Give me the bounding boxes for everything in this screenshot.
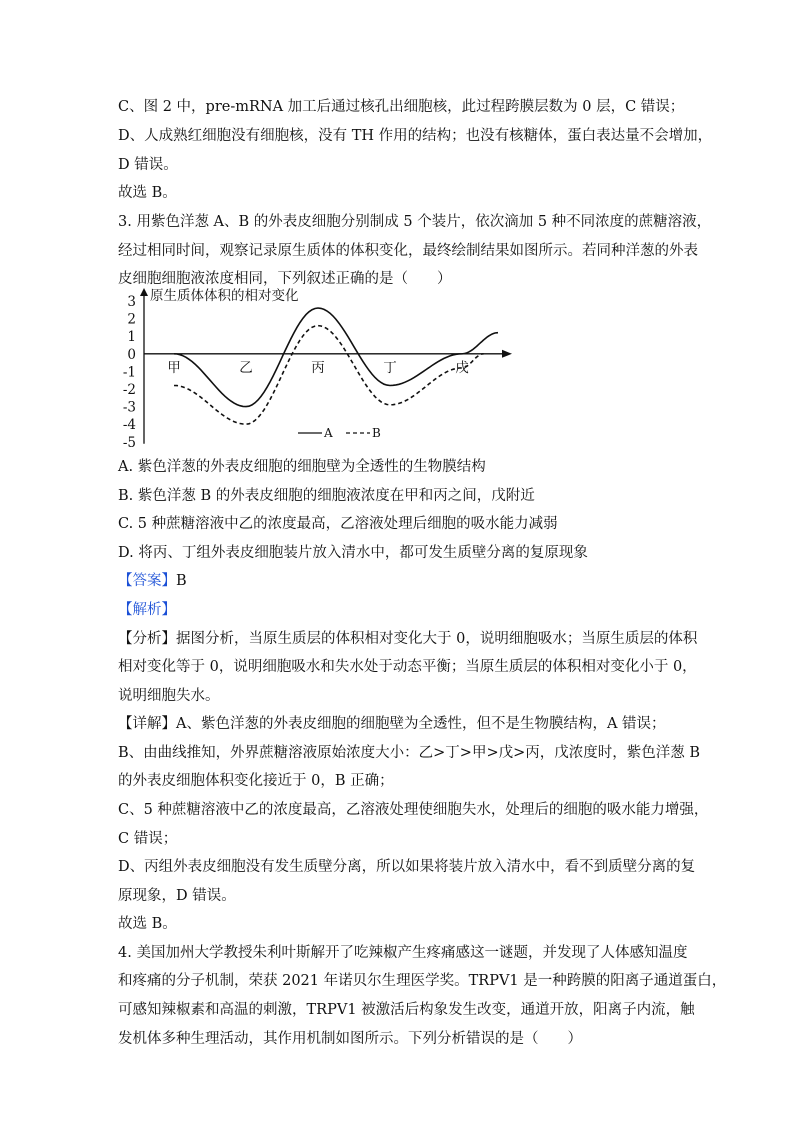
- y-tick-label: -2: [122, 382, 136, 398]
- analysis-text: 相对变化等于 0，说明细胞吸水和失水处于动态平衡；当原生质层的体积相对变化小于 0，: [118, 659, 697, 675]
- y-tick-label: -4: [122, 417, 136, 434]
- y-tick-label: -3: [122, 399, 136, 416]
- question-4-stem: 4. 美国加州大学教授朱利叶斯解开了吃辣椒产生疼痛感这一谜题，并发现了人体感知温度: [118, 945, 688, 961]
- question-3-stem: 经过相同时间，观察记录原生质体的体积变化，最终绘制结果如图所示。若同种洋葱的外表: [118, 243, 698, 259]
- analysis-text: 【分析】据图分析，当原生质层的体积相对变化大于 0，说明细胞吸水；当原生质层的体积: [118, 631, 698, 647]
- y-axis-label: 原生质体体积的相对变化: [150, 288, 299, 304]
- detail-text: B、由曲线推知，外界蔗糖溶液原始浓度大小：乙>丁>甲>戊>丙，戊浓度时，紫色洋葱 B: [118, 745, 701, 761]
- detail-text: 的外表皮细胞体积变化接近于 0，B 正确；: [118, 773, 394, 789]
- text-line: C、图 2 中，pre-mRNA 加工后通过核孔出细胞核，此过程跨膜层数为 0 层，C 错误；: [118, 99, 685, 115]
- series-a-line: [174, 308, 498, 407]
- x-category-label: 戊: [455, 359, 469, 376]
- answer-value: B: [176, 573, 187, 589]
- question-3-stem: 皮细胞细胞液浓度相同，下列叙述正确的是（ ）: [118, 271, 452, 287]
- legend-label-b: B: [372, 426, 381, 440]
- analysis-text: 说明细胞失水。: [118, 688, 220, 704]
- y-tick-label: 2: [127, 311, 136, 328]
- y-tick-label: 1: [127, 329, 136, 346]
- analysis-label: 【解析】: [118, 602, 176, 618]
- detail-text: 原现象，D 错误。: [118, 888, 236, 904]
- answer-label: 【答案】: [118, 573, 176, 589]
- option-a: A. 紫色洋葱的外表皮细胞的细胞壁为全透性的生物膜结构: [118, 459, 486, 475]
- x-category-label: 甲: [167, 359, 181, 376]
- question-3-stem: 3. 用紫色洋葱 A、B 的外表皮细胞分别制成 5 个装片，依次滴加 5 种不同浓度的蔗糖溶液，: [118, 214, 712, 230]
- detail-text: C、5 种蔗糖溶液中乙的浓度最高，乙溶液处理使细胞失水，处理后的细胞的吸水能力增强，: [118, 802, 709, 818]
- y-tick-label: -5: [122, 434, 136, 447]
- detail-text: D、丙组外表皮细胞没有发生质壁分离，所以如果将装片放入清水中，看不到质壁分离的复: [118, 859, 696, 875]
- option-d: D. 将丙、丁组外表皮细胞装片放入清水中，都可发生质壁分离的复原现象: [118, 545, 588, 561]
- y-axis-arrow: [140, 288, 148, 296]
- legend-label-a: A: [324, 426, 333, 440]
- series-b-line: [174, 326, 484, 425]
- x-category-labels: [167, 360, 469, 376]
- y-tick-label: 3: [127, 294, 136, 310]
- question-4-stem: 和疼痛的分子机制，荣获 2021 年诺贝尔生理医学奖。TRPV1 是一种跨膜的阳离子通道蛋白，: [118, 973, 727, 989]
- x-category-label: 丁: [383, 359, 397, 376]
- y-tick-label: 0: [127, 346, 136, 363]
- text-line: 故选 B。: [118, 185, 177, 201]
- x-category-label: 丙: [311, 359, 325, 376]
- question-4-stem: 发机体多种生理活动，其作用机制如图所示。下列分析错误的是（ ）: [118, 1031, 582, 1047]
- text-line: D 错误。: [118, 157, 178, 173]
- y-tick-label: -1: [122, 364, 136, 381]
- chart-series: [174, 308, 498, 424]
- answer-line: [118, 571, 187, 591]
- chart-legend: [298, 426, 381, 440]
- detail-text: 【详解】A、紫色洋葱的外表皮细胞的细胞壁为全透性，但不是生物膜结构，A 错误；: [118, 716, 666, 732]
- detail-text: C 错误；: [118, 831, 178, 847]
- x-category-label: 乙: [239, 359, 253, 376]
- volume-change-chart: [112, 282, 532, 447]
- option-c: C. 5 种蔗糖溶液中乙的浓度最高，乙溶液处理后细胞的吸水能力减弱: [118, 516, 558, 532]
- y-tick-labels: [123, 294, 136, 447]
- x-axis-arrow: [502, 350, 512, 358]
- text-line: D、人成熟红细胞没有细胞核，没有 TH 作用的结构；也没有核糖体，蛋白表达量不会增加，: [118, 128, 713, 144]
- option-b: B. 紫色洋葱 B 的外表皮细胞的细胞液浓度在甲和丙之间，戊附近: [118, 488, 535, 504]
- question-4-stem: 可感知辣椒素和高温的刺激，TRPV1 被激活后构象发生改变，通道开放，阳离子内流，触: [118, 1002, 695, 1018]
- detail-text: 故选 B。: [118, 916, 177, 932]
